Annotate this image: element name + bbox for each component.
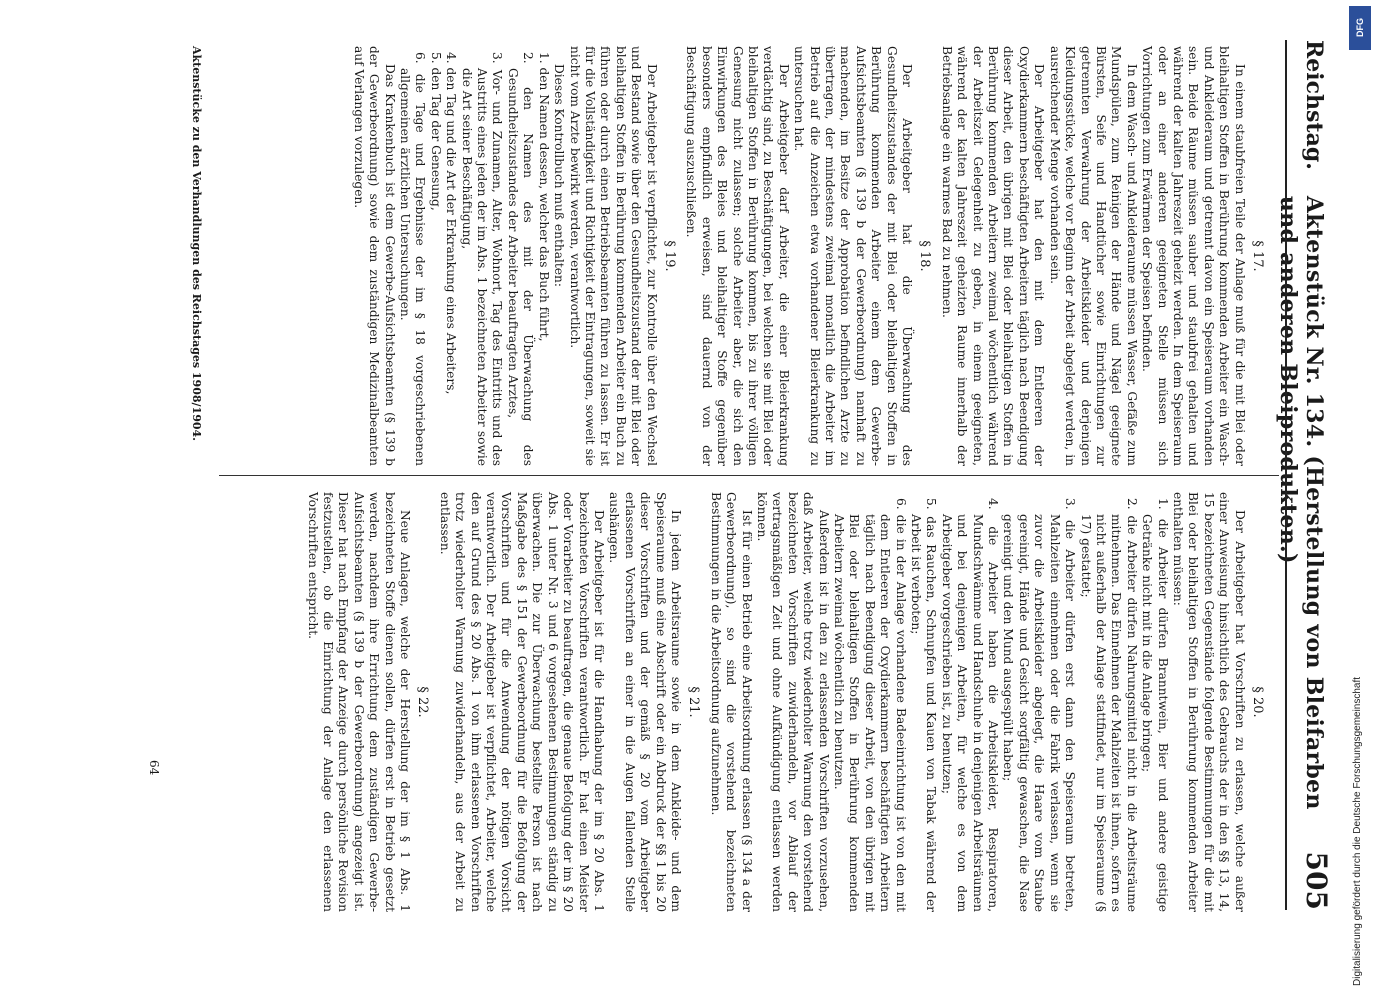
section-17-paragraph-3: Der Arbeitgeber hat den mit dem Entleeren der Oxydierkammern beschäftigten Arbeitern täglich nach Beendigung dieser Arbeit, den übrigen mit Blei oder bleihaltigen Stoffen in Berührung kommenden Arbeitern zweimal wöchentlich während der Arbeitszeit Gelegenheit zu geben, in einem geeigneten, während der kalten Jahreszeit geheizten Raume innerhalb der Betriebsanlage ein warmes Bad zu nehmen.	[939, 46, 1047, 466]
left-column	[350, 46, 1271, 466]
section-22-paragraph-1: Neue Anlagen, welche der Herstellung der im § 1 Abs. 1 bezeichneten Stoffe dienen sollen, dürfen erst in Betrieb gesetzt werden, nachdem ihre Errichtung dem zuständigen Gewerbe-Aufsichtsbeamten (§ 139 b der Gewerbeordnung) angezeigt ist. Dieser hat nach Empfang der Anzeige durch persönliche Revision festzustellen, ob die Einrichtung der Anlage den erlassenen Vorschriften entspricht.	[305, 492, 413, 912]
column-divider	[219, 475, 1279, 476]
section-17-paragraph-2: In dem Wasch- und Ankleideraume müssen Wasser, Gefäße zum Mundspülen, zum Reinigen der Hände und Nägel geeignete Bürsten, Seife und Handtücher sowie Einrichtungen zur getrennten Verwahrung der Arbeitskleider und derjenigen Kleidungsstücke, welche vor Beginn der Arbeit abgelegt werden, in ausreichender Menge vorhanden sein.	[1047, 46, 1139, 466]
section-19-item: 2. den Namen des mit der Überwachung des Gesundheitszustandes der Arbeiter beauftragten Arztes,	[505, 52, 536, 466]
section-19-item: 5. den Tag der Genesung,	[428, 52, 443, 211]
page-header	[1275, 40, 1333, 910]
section-20-paragraph-1: Der Arbeitgeber hat Vorschriften zu erlassen, welche außer einer Anweisung hinsichtlich des Gebrauchs der in den §§ 13, 14, 15 bezeichneten Gegenstände folgende Bestimmungen für die mit Blei oder bleihaltigen Stoffen in Berührung kommenden Arbeiter enthalten müssen:	[1170, 492, 1247, 912]
section-19-paragraph-3: Das Krankenbuch ist dem Gewerbe-Aufsichtsbeamten (§ 139 b der Gewerbeordnung) sowie dem zuständigen Medizinalbeamten auf Verlangen vorzulegen.	[351, 46, 397, 466]
section-20-item: 5. das Rauchen, Schnupfen und Kauen von Tabak während der Arbeit ist verboten;	[909, 498, 939, 912]
section-17-paragraph-1: In einem staubfreien Teile der Anlage muß für die mit Blei oder bleihaltigen Stoffen in Berührung kommenden Arbeiter ein Wasch- und Ankleideraum und getrennt davon ein Speiseraum vorhanden sein. Beide Räume müssen sauber und staubfrei gehalten und während der kalten Jahreszeit geheizt werden. In dem Speiseraum oder an einer anderen geeigneten Stelle müssen sich Vorrichtungen zum Erwärmen der Speisen befinden.	[1140, 46, 1247, 466]
section-21-heading: § 21.	[686, 686, 702, 718]
section-18-paragraph-2: Der Arbeitgeber darf Arbeiter, die einer Bleierkrankung verdächtig sind, zu Beschäftigungen, bei welchen sie mit Blei oder bleihaltigen Stoffen in Berührung kommen, bis zu ihrer völligen Genesung nicht zulassen; solche Arbeiter aber, die sich den Einwirkungen des Bleies und bleihaltiger Stoffe gegenüber besonders empfindlich erweisen, sind dauernd von der Beschäftigung auszuschließen.	[684, 46, 791, 466]
header-title: Aktenstück Nr. 134. (Herstellung von Bleifarben und anderen Bleiprodukten.)	[1275, 195, 1327, 810]
dfg-logo-icon: DFG	[1349, 6, 1371, 50]
section-20-paragraph-2: Außerdem ist in den zu erlassenden Vorschriften vorzusehen, daß Arbeiter, welche trotz wiederholter Warnung den vorstehend bezeichneten Vorschriften zuwiderhandeln, vor Ablauf der vertragsmäßigen Zeit und ohne Aufkündigung entlassen werden können.	[755, 492, 831, 912]
section-20-paragraph-3: Ist für einen Betrieb eine Arbeitsordnung erlassen (§ 134 a der Gewerbeordnung), so sind die vorstehend bezeichneten Bestimmungen in die Arbeitsordnung aufzunehmen.	[708, 492, 754, 912]
footnote: Aktenstücke zu den Verhandlungen des Reichstages 1908/1904.	[190, 46, 203, 441]
section-20-item: 6. die in der Anlage vorhandene Badeeinrichtung ist von den mit dem Entleeren der Oxydierkammern beschäftigten Arbeitern täglich nach Beendigung dieser Arbeit, von den übrigen mit Blei oder bleihaltigen Stoffen in Berührung kommenden Arbeitern zweimal wöchentlich zu benutzen.	[832, 498, 908, 912]
section-19-item: 4. den Tag und die Art der Erkrankung eines Arbeiters,	[444, 52, 459, 395]
section-19-paragraph-1: Der Arbeitgeber ist verpflichtet, zur Kontrolle über den Wechsel und Bestand sowie über den Gesundheitszustand der mit Blei oder bleihaltigen Stoffen in Berührung kommenden Arbeiter ein Buch zu führen oder durch einen Betriebsbeamten führen zu lassen. Er ist für die Vollständigkeit und Richtigkeit der Eintragungen, soweit sie nicht vom Arzte bewirkt werden, verantwortlich.	[567, 46, 659, 466]
section-19-item: 3. Vor- und Zunamen, Alter, Wohnort, Tag des Eintritts und des Austritts eines jeden der im Abs. 1 bezeichneten Arbeiter sowie die Art seiner Beschäftigung,	[459, 52, 505, 466]
section-22-heading: § 22.	[415, 686, 431, 718]
page-number: 505	[1300, 851, 1333, 910]
section-19-paragraph-2: Dieses Kontrollbuch muß enthalten:	[552, 64, 567, 287]
digitization-credit: Digitalisierung gefördert durch die Deutsche Forschungsgemeinschaft	[1352, 676, 1363, 986]
header-reichstag: Reichstag.	[1301, 40, 1327, 170]
section-20-item: 4. die Arbeiter haben die Arbeitskleider, Respiratoren, Mundschwämme und Handschuhe in denjenigen Arbeitsräumen und bei denjenigen Arbeiten, für welche es von dem Arbeitgeber vorgeschrieben ist, zu benutzen;	[939, 498, 1001, 912]
section-20-item: 2. die Arbeiter dürfen Nahrungsmittel nicht in die Arbeitsräume mitnehmen. Das Einnehmen der Mahlzeiten ist ihnen, sofern es nicht außerhalb der Anlage stattfindet, nur im Speiseraume (§ 17) gestattet;	[1078, 498, 1139, 912]
header-rule	[1285, 40, 1287, 910]
section-19-item: 6. die Tage und Ergebnisse der im § 18 vorgeschriebenen allgemeinen ärztlichen Untersuchungen.	[398, 52, 428, 466]
section-20-item: 3. die Arbeiter dürfen erst dann den Speiseraum betreten, Mahlzeiten einnehmen oder die Fabrik verlassen, wenn sie zuvor die Arbeitskleider abgelegt, die Haare vom Staube gereinigt, Hände und Gesicht sorgfältig gewaschen, die Nase gereinigt und den Mund ausgespült haben;	[1001, 498, 1078, 912]
section-20-heading: § 20.	[1250, 686, 1265, 718]
section-21-paragraph-1: In jedem Arbeitsraume sowie in dem Ankleide- und dem Speiseraume muß eine Abschrift oder ein Abdruck der §§ 1 bis 20 dieser Vorschriften und der gemäß § 20 vom Arbeitgeber erlassenen Vorschriften an einer in die Augen fallenden Stelle aushängen.	[607, 492, 683, 912]
section-21-paragraph-2: Der Arbeitgeber ist für die Handhabung der im § 20 Abs. 1 bezeichneten Vorschriften verantwortlich. Er hat einen Meister oder Vorarbeiter zu beauftragen, die genaue Befolgung der im § 20 Abs. 1 unter Nr. 3 und 6 vorgesehenen Bestimmungen ständig zu überwachen. Die zur Überwachung bestellte Person ist nach Maßgabe des § 151 der Gewerbeordnung für die Befolgung der Vorschriften und für die Anwendung der nötigen Vorsicht verantwortlich. Der Arbeitgeber ist verpflichtet, Arbeiter, welche den auf Grund des § 20 Abs. 1 von ihm erlassenen Vorschriften trotz wiederholter Warnung zuwiderhandeln, aus der Arbeit zu entlassen.	[437, 492, 606, 912]
section-20-item: 1. die Arbeiter dürfen Branntwein, Bier und andere geistige Getränke nicht mit in die Anlage bringen;	[1140, 498, 1170, 912]
section-19-heading: § 19.	[661, 240, 677, 272]
section-17-heading: § 17.	[1250, 240, 1265, 272]
section-18-heading: § 18.	[917, 240, 933, 272]
right-column	[304, 492, 1271, 912]
section-18-paragraph-1: Der Arbeitgeber hat die Überwachung des Gesundheitszustandes der mit Blei oder bleihaltigen Stoffen in Berührung kommenden Arbeiter einem dem Gewerbe-Aufsichtsbeamten (§ 139 b der Gewerbeordnung) namhaft zu machenden, im Besitze der Approbation befindlichen Arzte zu übertragen, der mindestens zweimal monatlich die Arbeiter im Betrieb auf die Anzeichen etwa vorhandener Bleierkrankung zu untersuchen hat.	[792, 46, 915, 466]
section-19-item: 1. den Namen dessen, welcher das Buch führt,	[536, 52, 551, 342]
sheet-signature: 64	[147, 760, 161, 776]
